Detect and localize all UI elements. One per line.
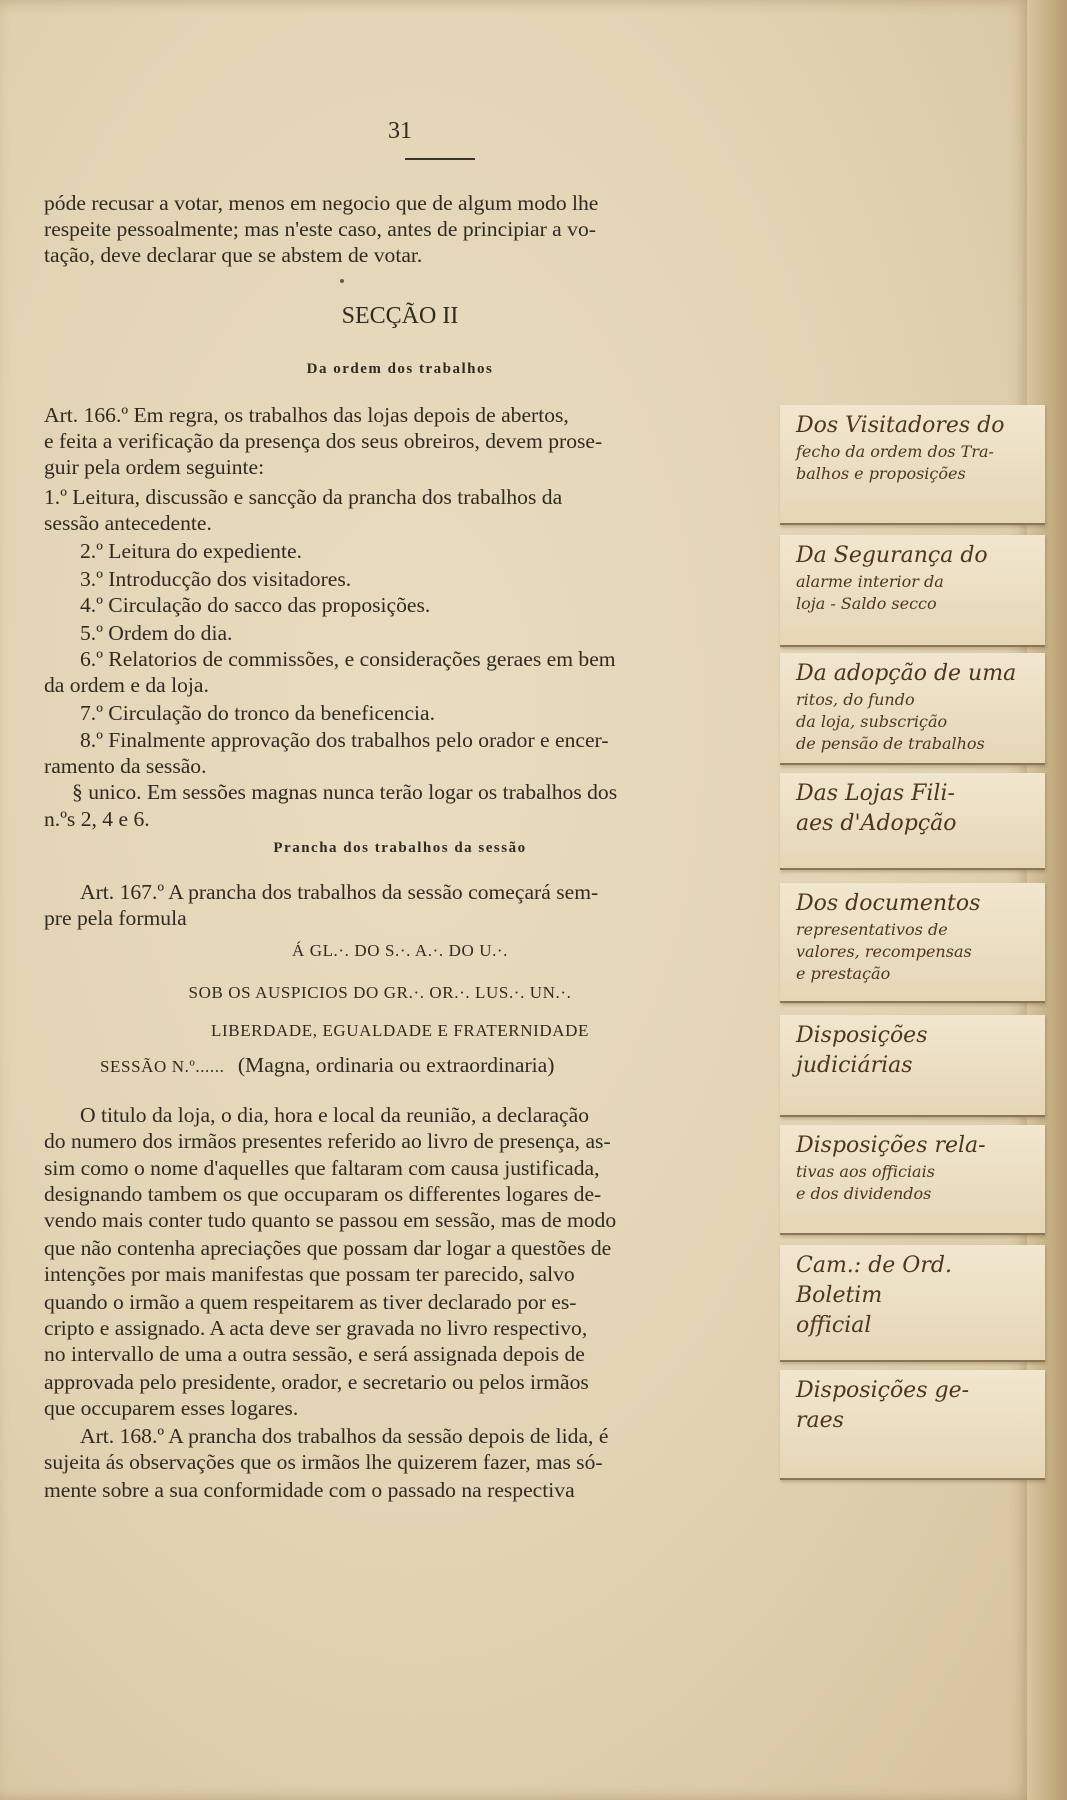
art166-item: 3.º Introducção dos visitadores. [80, 567, 352, 591]
formula-line-3: LIBERDADE, EGUALDADE E FRATERNIDADE [211, 1021, 589, 1040]
margin-note-slip [780, 773, 1045, 870]
margin-note-slip [780, 1245, 1045, 1362]
paragraph-unico: n.ºs 2, 4 e 6. [44, 807, 150, 831]
margin-note-slip [780, 535, 1045, 647]
art167-body: intenções por mais manifestas que possam ter parecido, salvo [44, 1262, 575, 1286]
art168-line: mente sobre a sua conformidade com o passado na respectiva [44, 1478, 575, 1502]
handwritten-note: Da adopção de uma ritos, do fundo da loja, subscrição de pensão de trabalhos [796, 661, 1017, 753]
margin-notes [780, 395, 1050, 1495]
art166-item: 1.º Leitura, discussão e sancção da prancha dos trabalhos da [44, 485, 563, 509]
art166-item: sessão antecedente. [44, 511, 212, 535]
handwritten-note: Disposições rela- tivas aos officiais e dos dividendos [796, 1133, 986, 1203]
art168-line: sujeita ás observações que os irmãos lhe quizerem fazer, mas só- [44, 1450, 603, 1474]
art168-line: Art. 168.º A prancha dos trabalhos da sessão depois de lida, é [80, 1424, 609, 1448]
intro-line: respeite pessoalmente; mas n'este caso, antes de principiar a vo- [44, 217, 596, 241]
margin-note-slip [780, 405, 1045, 525]
section-subtitle: Da ordem dos trabalhos [306, 361, 494, 377]
session-label: SESSÃO N.º...... [100, 1057, 225, 1076]
art167-body: O titulo da loja, o dia, hora e local da reunião, a declaração [80, 1103, 590, 1127]
art166-item: da ordem e da loja. [44, 673, 209, 697]
art166-line: Art. 166.º Em regra, os trabalhos das lojas depois de abertos, [44, 403, 569, 427]
art167-line: pre pela formula [44, 906, 187, 930]
handwritten-note: Disposições judiciárias [796, 1023, 928, 1078]
formula-line-2: SOB OS AUSPICIOS DO GR.·. OR.·. LUS.·. UN.·. [188, 983, 572, 1002]
formula-line-1: Á GL.·. DO S.·. A.·. DO U.·. [291, 941, 509, 960]
handwritten-note: Dos Visitadores do fecho da ordem dos Tra- balhos e proposições [796, 413, 1005, 483]
art167-line: Art. 167.º A prancha dos trabalhos da sessão começará sem- [80, 880, 599, 904]
art166-line: guir pela ordem seguinte: [44, 455, 265, 479]
art166-item: ramento da sessão. [44, 754, 207, 778]
art166-item: 7.º Circulação do tronco da beneficencia. [80, 701, 436, 725]
art167-body: que occuparem esses logares. [44, 1396, 299, 1420]
intro-line: póde recusar a votar, menos em negocio que de algum modo lhe [44, 191, 599, 215]
ink-dot [340, 279, 344, 283]
handwritten-note: Da Segurança do alarme interior da loja - Saldo secco [796, 543, 988, 613]
section-title: SECÇÃO II [341, 303, 459, 329]
handwritten-note: Cam.: de Ord. Boletim official [796, 1253, 952, 1338]
margin-note-slip [780, 1015, 1045, 1117]
handwritten-note: Disposições ge- raes [796, 1378, 970, 1433]
margin-note-slip [780, 883, 1045, 1003]
art166-item: 4.º Circulação do sacco das proposições. [80, 593, 431, 617]
art167-body: do numero dos irmãos presentes referido ao livro de presença, as- [44, 1129, 611, 1153]
margin-note-slip [780, 1125, 1045, 1235]
session-note: (Magna, ordinaria ou extraordinaria) [237, 1053, 555, 1077]
page-number: 31 [388, 118, 412, 144]
page-number-rule [405, 158, 475, 160]
art167-body: no intervallo de uma a outra sessão, e será assignada depois de [44, 1342, 585, 1366]
margin-note-slip [780, 1370, 1045, 1480]
subtitle-prancha: Prancha dos trabalhos da sessão [273, 840, 527, 856]
handwritten-note: Das Lojas Fili- aes d'Adopção [796, 781, 957, 836]
art166-item: 6.º Relatorios de commissões, e considerações geraes em bem [80, 647, 616, 671]
art166-item: 2.º Leitura do expediente. [80, 539, 302, 563]
art167-body: sim como o nome d'aquelles que faltaram com causa justificada, [44, 1156, 600, 1180]
art167-body: quando o irmão a quem respeitarem as tiver declarado por es- [44, 1290, 577, 1314]
art166-item: 5.º Ordem do dia. [80, 621, 233, 645]
margin-note-slip [780, 653, 1045, 765]
session-line [100, 1052, 812, 1080]
art167-body: que não contenha apreciações que possam dar logar a questões de [44, 1236, 612, 1260]
art167-body: approvada pelo presidente, orador, e secretario ou pelos irmãos [44, 1370, 589, 1394]
art167-body: designando tambem os que occuparam os differentes logares de- [44, 1182, 602, 1206]
art167-body: cripto e assignado. A acta deve ser gravada no livro respectivo, [44, 1316, 588, 1340]
handwritten-note: Dos documentos representativos de valores, recompensas e prestação [796, 891, 981, 983]
paragraph-unico: § unico. Em sessões magnas nunca terão logar os trabalhos dos [72, 780, 618, 804]
art167-body: vendo mais conter tudo quanto se passou em sessão, mas de modo [44, 1208, 617, 1232]
art166-item: 8.º Finalmente approvação dos trabalhos pelo orador e encer- [80, 728, 609, 752]
art166-line: e feita a verificação da presença dos seus obreiros, devem prose- [44, 429, 603, 453]
intro-line: tação, deve declarar que se abstem de votar. [44, 243, 423, 267]
